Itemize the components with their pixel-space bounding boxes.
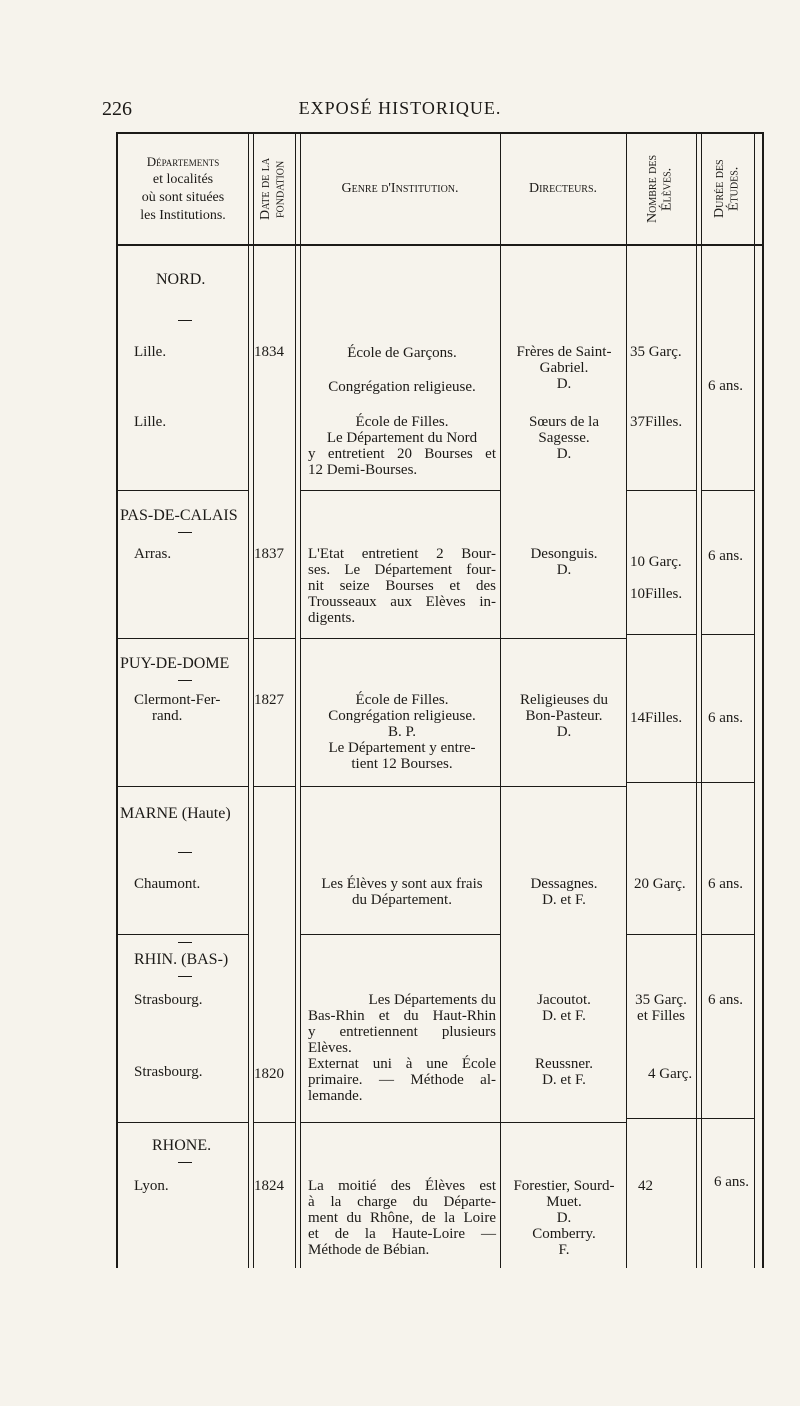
row-rule (300, 934, 500, 935)
genre-cell: École de Filles. Congrégation religieuse. B. P. Le Département y entre- tient 12 Bourses. (328, 692, 476, 772)
locality-lille: Lille. (134, 414, 167, 430)
locality-strasbourg: Strasbourg. (134, 1064, 203, 1080)
column-divider (696, 134, 697, 1268)
directeurs-cell: Frères de Saint- Gabriel. D. (516, 344, 612, 392)
header-date: Date de la fondation (258, 157, 288, 221)
column-divider (701, 134, 702, 1268)
duree-cell: 6 ans. (708, 992, 743, 1008)
row-rule (626, 634, 696, 635)
header-genre: Genre d'Institution. (341, 181, 459, 196)
directeurs-cell: Jacoutot. D. et F. (537, 992, 591, 1024)
duree-cell: 6 ans. (708, 710, 743, 726)
genre-cell: La moitié des Élèves est à la charge du Départe- ment du Rhône, de la Loire et de la Haute-Loire — Méthode de Bébian. (308, 1178, 496, 1258)
directeurs-cell: Desonguis. D. (530, 546, 598, 578)
row-rule (300, 638, 626, 639)
row-rule (626, 782, 754, 783)
date-cell: 1824 (254, 1178, 284, 1194)
column-divider (248, 134, 249, 1268)
nombre-cell: 20 Garç. (634, 876, 686, 892)
row-rule (701, 490, 754, 491)
institutions-table (116, 132, 764, 1268)
genre-cell: École de Garçons. Congrégation religieuse. (328, 345, 476, 395)
row-rule (701, 934, 754, 935)
directeurs-cell: Religieuses du Bon-Pasteur. D. (520, 692, 608, 740)
nombre-cell: 14Filles. (630, 710, 683, 726)
row-rule (626, 934, 696, 935)
section-marne: MARNE (Haute) (120, 805, 231, 822)
page-number: 226 (102, 98, 132, 120)
genre-cell: L'Etat entretient 2 Bour- ses. Le Département four- nit seize Bourses et des Trousseaux aux Elèves in- digents. (308, 546, 496, 626)
section-rhin: RHIN. (BAS-) (134, 951, 229, 968)
row-rule (253, 1122, 295, 1123)
section-nord: NORD. (156, 271, 206, 288)
section-dash (178, 320, 192, 321)
directeurs-cell: Forestier, Sourd- Muet. D. Comberry. F. (513, 1178, 615, 1258)
nombre-cell: 42 (638, 1178, 653, 1194)
section-dash (178, 852, 192, 853)
locality-strasbourg: Strasbourg. (134, 992, 203, 1008)
nombre-cell: 10 Garç. 10Filles. (630, 554, 683, 602)
genre-cell: École de Filles. Le Département du Nord y entretient 20 Bourses et 12 Demi-Bourses. (308, 414, 496, 478)
directeurs-cell: Reussner. D. et F. (535, 1056, 593, 1088)
row-rule (118, 638, 248, 639)
row-rule (118, 490, 248, 491)
locality-lille: Lille. (134, 344, 167, 360)
duree-cell: 6 ans. (714, 1174, 749, 1190)
nombre-cell: 35 Garç. et Filles (635, 992, 687, 1024)
section-dash (178, 1162, 192, 1163)
row-rule (253, 638, 295, 639)
section-dash (178, 942, 192, 943)
directeurs-cell: Sœurs de la Sagesse. D. (529, 414, 599, 462)
genre-cell: Les Élèves y sont aux frais du Département. (321, 876, 483, 908)
section-rhone: RHONE. (152, 1137, 212, 1154)
locality-arras: Arras. (134, 546, 172, 562)
locality-lyon: Lyon. (134, 1178, 169, 1194)
date-cell: 1834 (254, 344, 284, 360)
row-rule (118, 934, 248, 935)
row-rule (300, 490, 500, 491)
duree-cell: 6 ans. (708, 876, 743, 892)
genre-cell: Externat uni à une École primaire. — Méthode al- lemande. (308, 1056, 496, 1104)
date-cell: 1837 (254, 546, 284, 562)
row-rule (253, 786, 295, 787)
locality-chaumont: Chaumont. (134, 876, 201, 892)
nombre-cell: 35 Garç. (630, 344, 682, 360)
column-divider (300, 134, 301, 1268)
date-cell: 1820 (254, 1066, 284, 1082)
header-departements: Départements et localités où sont situées les Institutions. (140, 154, 226, 223)
duree-cell: 6 ans. (708, 548, 743, 564)
row-rule (118, 1122, 248, 1123)
section-pas-de-calais: PAS-DE-CALAIS (120, 507, 238, 524)
header-duree: Durée des Études. (711, 159, 742, 219)
section-dash (178, 680, 192, 681)
nombre-cell: 4 Garç. (648, 1066, 693, 1082)
section-dash (178, 976, 192, 977)
duree-cell: 6 ans. (708, 378, 743, 394)
header-nombre: Nombre des Élèves. (645, 154, 675, 224)
row-rule (701, 634, 754, 635)
row-rule (626, 1118, 754, 1119)
row-rule (626, 490, 696, 491)
section-puy-de-dome: PUY-DE-DOME (120, 655, 230, 672)
header-separator (118, 244, 762, 246)
header-directeurs: Directeurs. (528, 181, 598, 196)
genre-cell: Les Départements du Bas-Rhin et du Haut-Rhin y entretiennent plusieurs Elèves. (308, 992, 496, 1056)
date-cell: 1827 (254, 692, 284, 708)
nombre-cell: 37Filles. (630, 414, 683, 430)
column-divider (754, 134, 755, 1268)
section-dash (178, 532, 192, 533)
column-divider (500, 134, 501, 1268)
locality-clermont: Clermont-Fer- rand. (134, 692, 221, 724)
row-rule (118, 786, 248, 787)
running-head: EXPOSÉ HISTORIQUE. (298, 98, 502, 118)
column-divider (626, 134, 627, 1268)
row-rule (300, 786, 626, 787)
directeurs-cell: Dessagnes. D. et F. (530, 876, 598, 908)
row-rule (300, 1122, 626, 1123)
